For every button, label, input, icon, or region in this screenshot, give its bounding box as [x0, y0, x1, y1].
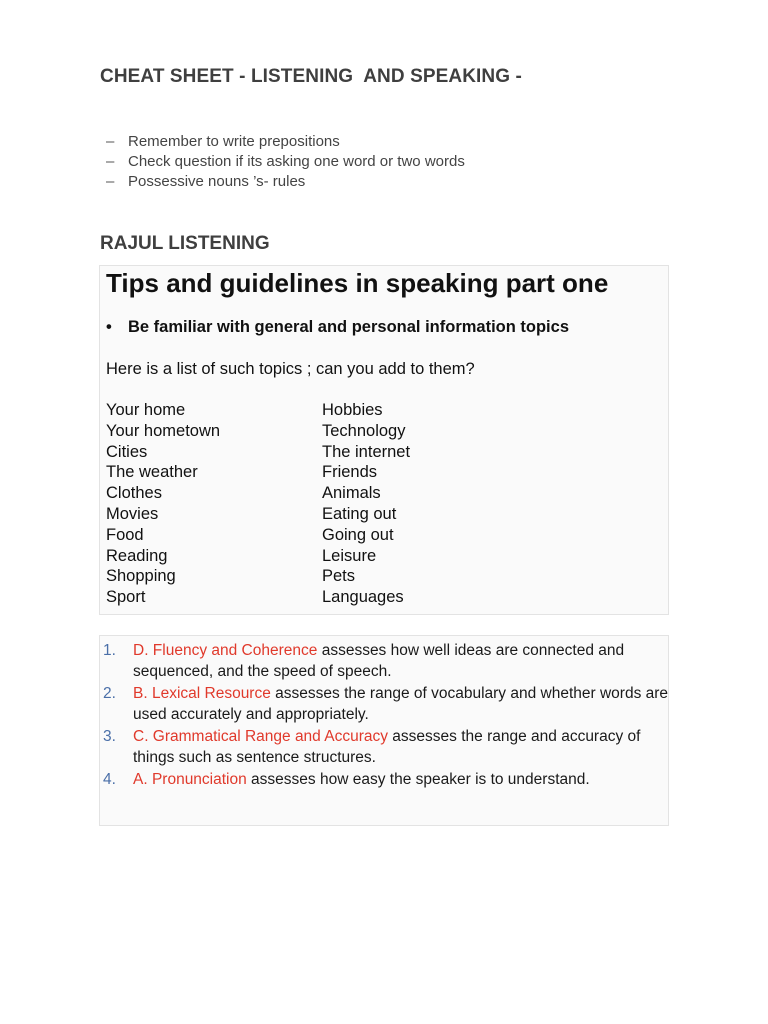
topic-item: Food	[106, 525, 144, 544]
list-item-text: Check question if its asking one word or two words	[128, 153, 465, 170]
criteria-number: 4.	[103, 771, 116, 788]
criteria-item	[100, 640, 670, 682]
topic-item: Pets	[322, 567, 356, 586]
topic-item: Shopping	[106, 567, 176, 586]
tips-bullet-text: Be familiar with general and personal information topics	[128, 318, 569, 336]
page-title: CHEAT SHEET - LISTENING AND SPEAKING -	[100, 66, 522, 87]
criteria-text	[133, 771, 590, 788]
criteria-item	[100, 769, 670, 790]
topic-item: Languages	[322, 588, 404, 607]
criteria-list	[100, 640, 670, 791]
topic-item: Leisure	[322, 546, 377, 565]
criteria-description: assesses the range and accuracy of things such as sentence structures.	[133, 728, 641, 766]
topic-item: Reading	[106, 546, 168, 565]
criteria-text	[133, 685, 668, 723]
tips-heading: Tips and guidelines in speaking part one	[106, 268, 609, 298]
topic-item: Hobbies	[322, 401, 383, 419]
topic-item: The weather	[106, 463, 198, 482]
criteria-number: 3.	[103, 728, 116, 745]
bullet-marker: •	[106, 318, 112, 336]
dash-marker: –	[106, 173, 115, 190]
topic-item: Animals	[322, 484, 381, 503]
topic-item: Friends	[322, 463, 378, 482]
criteria-image	[99, 635, 669, 826]
criteria-description: assesses how easy the speaker is to understand.	[246, 771, 590, 788]
topic-item: Cities	[106, 442, 148, 461]
criteria-item	[100, 726, 670, 768]
topic-item: Your hometown	[106, 421, 221, 440]
criteria-name: C. Grammatical Range and Accuracy	[133, 728, 388, 745]
list-item	[106, 132, 465, 152]
list-item	[106, 172, 465, 192]
topic-item: Eating out	[322, 504, 397, 523]
topic-item: The internet	[322, 442, 411, 461]
topics-left-column	[106, 400, 220, 608]
list-item-text: Remember to write prepositions	[128, 133, 340, 150]
criteria-name: A. Pronunciation	[133, 771, 247, 788]
topic-item: Movies	[106, 504, 159, 523]
tips-bullet	[106, 318, 569, 337]
topic-item: Sport	[106, 588, 146, 607]
topics-right-column	[322, 400, 410, 608]
dash-marker: –	[106, 133, 115, 150]
list-item-text: Possessive nouns ’s- rules	[128, 173, 306, 190]
topic-item: Clothes	[106, 484, 162, 503]
topic-item: Technology	[322, 421, 406, 440]
tips-question: Here is a list of such topics ; can you add to them?	[106, 360, 475, 378]
topic-item: Going out	[322, 525, 394, 544]
criteria-text	[133, 642, 624, 680]
criteria-name: B. Lexical Resource	[133, 685, 271, 702]
list-item	[106, 152, 465, 172]
criteria-text	[133, 728, 640, 766]
dash-marker: –	[106, 153, 115, 170]
criteria-name: D. Fluency and Coherence	[133, 642, 318, 659]
criteria-item	[100, 683, 670, 725]
section-title: RAJUL LISTENING	[100, 233, 270, 254]
criteria-number: 1.	[103, 642, 116, 659]
topic-item: Your home	[106, 401, 186, 419]
criteria-description: assesses how well ideas are connected and sequenced, and the speed of speech.	[133, 642, 625, 680]
criteria-number: 2.	[103, 685, 116, 702]
criteria-description: assesses the range of vocabulary and whether words are used accurately and appropriately.	[133, 685, 669, 723]
tips-image	[99, 265, 669, 615]
notes-list	[106, 132, 465, 192]
